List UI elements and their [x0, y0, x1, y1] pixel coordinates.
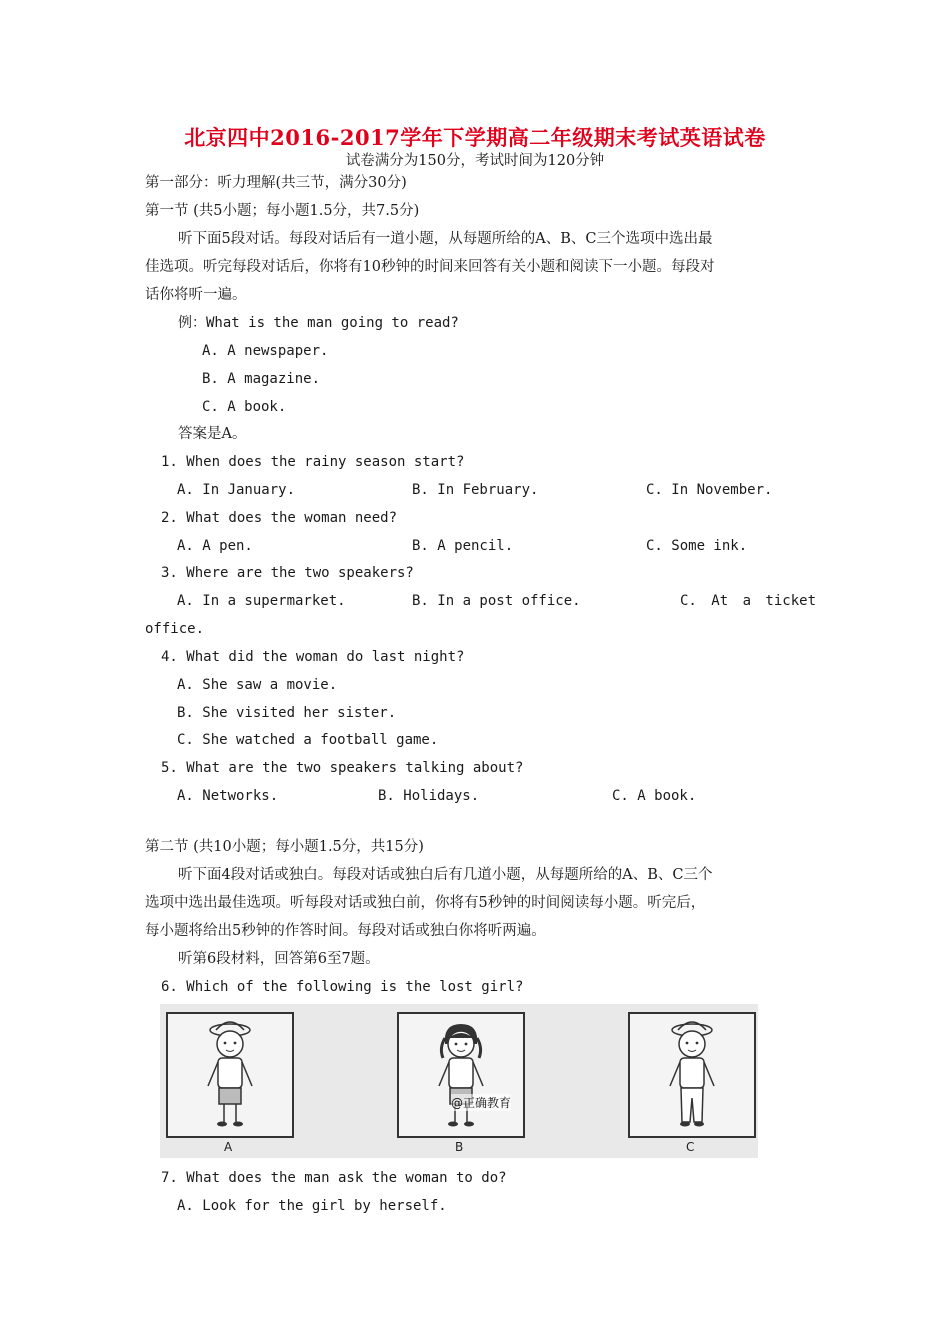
section1-heading: 第一节 (共5小题；每小题1.5分，共7.5分) [145, 203, 420, 219]
q3-option-c: C. At a ticket [680, 593, 817, 609]
section2-instruction-line: 选项中选出最佳选项。听每段对话或独白前，你将有5秒钟的时间阅读每小题。听完后， [145, 895, 706, 911]
question-2: 2. What does the woman need? [161, 510, 398, 526]
q5-option-c: C. A book. [612, 788, 697, 804]
figure-label-c: C [686, 1140, 695, 1154]
q2-option-b: B. A pencil. [412, 538, 514, 554]
question-5: 5. What are the two speakers talking about? [161, 760, 524, 776]
option-a-picture-frame [166, 1012, 294, 1138]
option-b-picture-frame [397, 1012, 525, 1138]
q7-option-a: A. Look for the girl by herself. [177, 1198, 447, 1214]
q3-option-c-continued: office. [145, 621, 205, 637]
part1-heading: 第一部分：听力理解(共三节，满分30分) [145, 175, 407, 191]
section1-instruction-line: 佳选项。听完每段对话后，你将有10秒钟的时间来回答有关小题和阅读下一小题。每段对 [145, 259, 715, 275]
q2-option-c: C. Some ink. [646, 538, 748, 554]
q5-option-a: A. Networks. [177, 788, 279, 804]
example-option: C. A book. [202, 399, 287, 415]
q4-option-c: C. She watched a football game. [177, 732, 439, 748]
section2-instruction-line: 每小题将给出5秒钟的作答时间。每段对话或独白你将听两遍。 [145, 923, 546, 939]
example-question: 例：What is the man going to read? [178, 315, 459, 331]
q2-option-a: A. A pen. [177, 538, 253, 554]
section1-instruction-line: 听下面5段对话。每段对话后有一道小题，从每题所给的A、B、C三个选项中选出最 [178, 231, 713, 247]
question-6-figure [160, 1004, 758, 1158]
exam-title: 北京四中2016-2017学年下学期高二年级期末考试英语试卷 [184, 125, 766, 150]
question-4: 4. What did the woman do last night? [161, 649, 465, 665]
q5-option-b: B. Holidays. [378, 788, 480, 804]
example-answer: 答案是A。 [178, 426, 247, 442]
section2-instruction-line: 听下面4段对话或独白。每段对话或独白后有几道小题，从每题所给的A、B、C三个 [178, 867, 713, 883]
section1-instruction-line: 话你将听一遍。 [145, 287, 247, 303]
question-7: 7. What does the man ask the woman to do? [161, 1170, 507, 1186]
q3-option-a: A. In a supermarket. [177, 593, 346, 609]
example-option: A. A newspaper. [202, 343, 329, 359]
option-c-picture-frame [628, 1012, 756, 1138]
q1-option-c: C. In November. [646, 482, 773, 498]
material-note: 听第6段材料，回答第6至7题。 [178, 951, 380, 967]
q4-option-a: A. She saw a movie. [177, 677, 338, 693]
question-6: 6. Which of the following is the lost girl? [161, 979, 524, 995]
q3-option-b: B. In a post office. [412, 593, 581, 609]
exam-subtitle: 试卷满分为150分，考试时间为120分钟 [345, 153, 605, 169]
q4-option-b: B. She visited her sister. [177, 705, 397, 721]
q1-option-b: B. In February. [412, 482, 539, 498]
q1-option-a: A. In January. [177, 482, 296, 498]
example-option: B. A magazine. [202, 371, 321, 387]
section2-heading: 第二节 (共10小题；每小题1.5分，共15分) [145, 839, 424, 855]
girl-with-hat-shorts-illustration [168, 1014, 292, 1136]
question-1: 1. When does the rainy season start? [161, 454, 465, 470]
question-3: 3. Where are the two speakers? [161, 565, 414, 581]
figure-label-a: A [224, 1140, 233, 1154]
girl-with-pigtails-shorts-illustration [399, 1014, 523, 1136]
figure-label-b: B [455, 1140, 464, 1154]
girl-with-hat-trousers-illustration [630, 1014, 754, 1136]
watermark: @正确教育 [451, 1096, 512, 1110]
